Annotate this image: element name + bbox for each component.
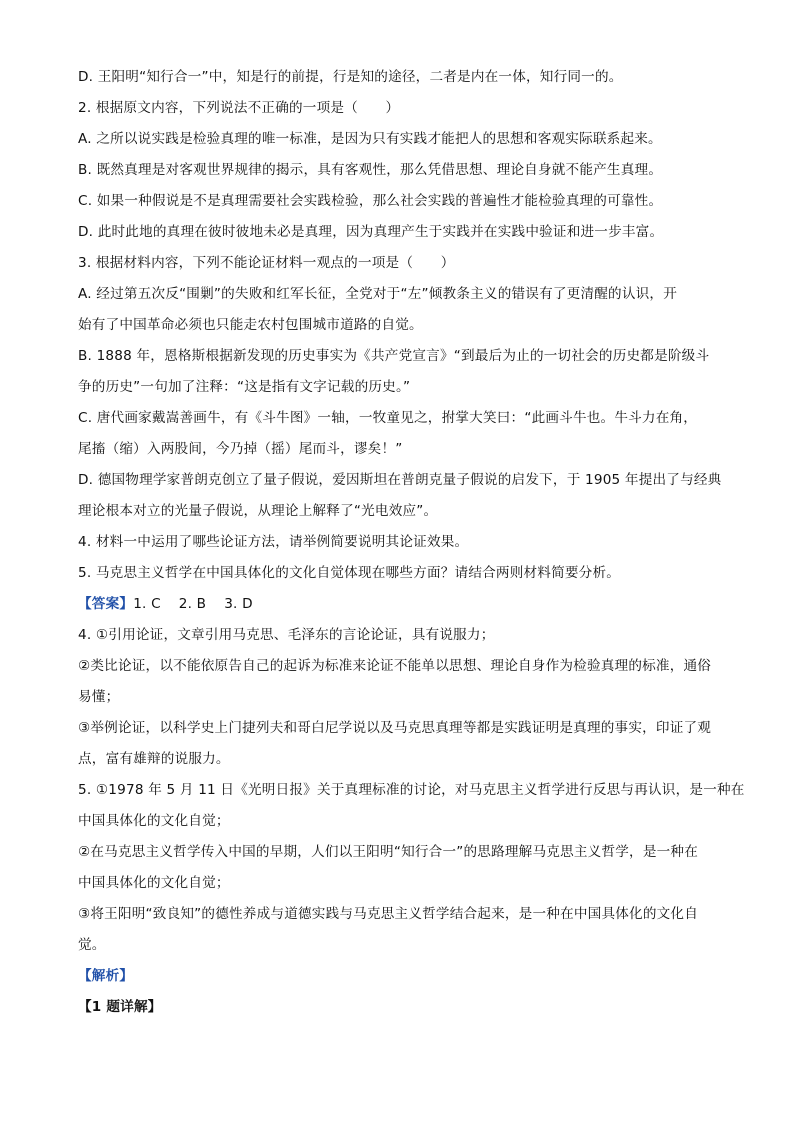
question-1-detail-heading: 【1 题详解】 xyxy=(78,999,162,1015)
analysis-heading xyxy=(78,961,726,992)
option-1d: D. 王阳明“知行合一”中，知是行的前提，行是知的途径，二者是内在一体，知行同一的。 xyxy=(78,69,623,85)
document-page xyxy=(78,62,745,1023)
option-3d-line-1: D. 德国物理学家普朗克创立了量子假说，爱因斯坦在普朗克量子假说的启发下，于 1905 年提出了与经典 xyxy=(78,472,722,488)
option-2b: B. 既然真理是对客观世界规律的揭示，具有客观性，那么凭借思想、理论自身就不能产生真理。 xyxy=(78,162,663,178)
answer-4-point-1: 4. ①引用论证，文章引用马克思、毛泽东的言论论证，具有说服力； xyxy=(78,627,495,643)
question-4: 4. 材料一中运用了哪些论证方法，请举例简要说明其论证效果。 xyxy=(78,534,469,550)
answer-5-point-2-line-2: 中国具体化的文化自觉； xyxy=(78,875,230,891)
answer-4-point-3-line-2: 点，富有雄辩的说服力。 xyxy=(78,751,230,767)
answer-5-point-3-line-1: ③将王阳明“致良知”的德性养成与道德实践与马克思主义哲学结合起来，是一种在中国具体化的文化自 xyxy=(78,906,698,922)
question-2: 2. 根据原文内容，下列说法不正确的一项是（ ） xyxy=(78,100,400,116)
answer-4-point-2-line-2: 易懂； xyxy=(78,689,120,705)
answer-tag: 【答案】 xyxy=(78,596,134,612)
option-2a: A. 之所以说实践是检验真理的唯一标准，是因为只有实践才能把人的思想和客观实际联系起来。 xyxy=(78,131,662,147)
option-2d: D. 此时此地的真理在彼时彼地未必是真理，因为真理产生于实践并在实践中验证和进一步丰富。 xyxy=(78,224,664,240)
answer-5-point-1-line-1: 5. ①1978 年 5 月 11 日《光明日报》关于真理标准的讨论，对马克思主义哲学进行反思与再认识，是一种在 xyxy=(78,782,745,798)
option-2c: C. 如果一种假说是不是真理需要社会实践检验，那么社会实践的普遍性才能检验真理的可靠性。 xyxy=(78,193,663,209)
option-3c-line-1: C. 唐代画家戴嵩善画牛，有《斗牛图》一轴，一牧童见之，拊掌大笑曰：“此画斗牛也。牛斗力在角， xyxy=(78,410,698,426)
answer-5-point-2-line-1: ②在马克思主义哲学传入中国的早期，人们以王阳明“知行合一”的思路理解马克思主义哲学，是一种在 xyxy=(78,844,698,860)
answer-4-point-3-line-1: ③举例论证，以科学史上门捷列夫和哥白尼学说以及马克思真理等都是实践证明是真理的事实，印证了观 xyxy=(78,720,712,736)
answer-4-point-2-line-1: ②类比论证，以不能依原告自己的起诉为标准来论证不能单以思想、理论自身作为检验真理的标准，通俗 xyxy=(78,658,712,674)
question-5: 5. 马克思主义哲学在中国具体化的文化自觉体现在哪些方面？请结合两则材料简要分析。 xyxy=(78,565,621,581)
answer-5-point-3-line-2: 觉。 xyxy=(78,937,106,953)
answer-1: 1. C xyxy=(133,596,161,612)
analysis-tag: 【解析】 xyxy=(78,968,134,984)
option-3b-line-1: B. 1888 年，恩格斯根据新发现的历史事实为《共产党宣言》“到最后为止的一切社会的历史都是阶级斗 xyxy=(78,348,710,364)
answer-2: 2. B xyxy=(178,596,207,612)
option-3a-line-1: A. 经过第五次反“围剿”的失败和红军长征，全党对于“左”倾教条主义的错误有了更清醒的认识，开 xyxy=(78,286,678,302)
option-3a-line-2: 始有了中国革命必须也只能走农村包围城市道路的自觉。 xyxy=(78,317,423,333)
question-3: 3. 根据材料内容，下列不能论证材料一观点的一项是（ ） xyxy=(78,255,455,271)
option-3b-line-2: 争的历史”一句加了注释：“这是指有文字记载的历史。” xyxy=(78,379,411,395)
answer-3: 3. D xyxy=(224,596,253,612)
option-3c-line-2: 尾搐（缩）入两股间，今乃掉（摇）尾而斗，谬矣！” xyxy=(78,441,403,457)
answer-key xyxy=(78,589,726,620)
answer-5-point-1-line-2: 中国具体化的文化自觉； xyxy=(78,813,230,829)
option-3d-line-2: 理论根本对立的光量子假说，从理论上解释了“光电效应”。 xyxy=(78,503,438,519)
